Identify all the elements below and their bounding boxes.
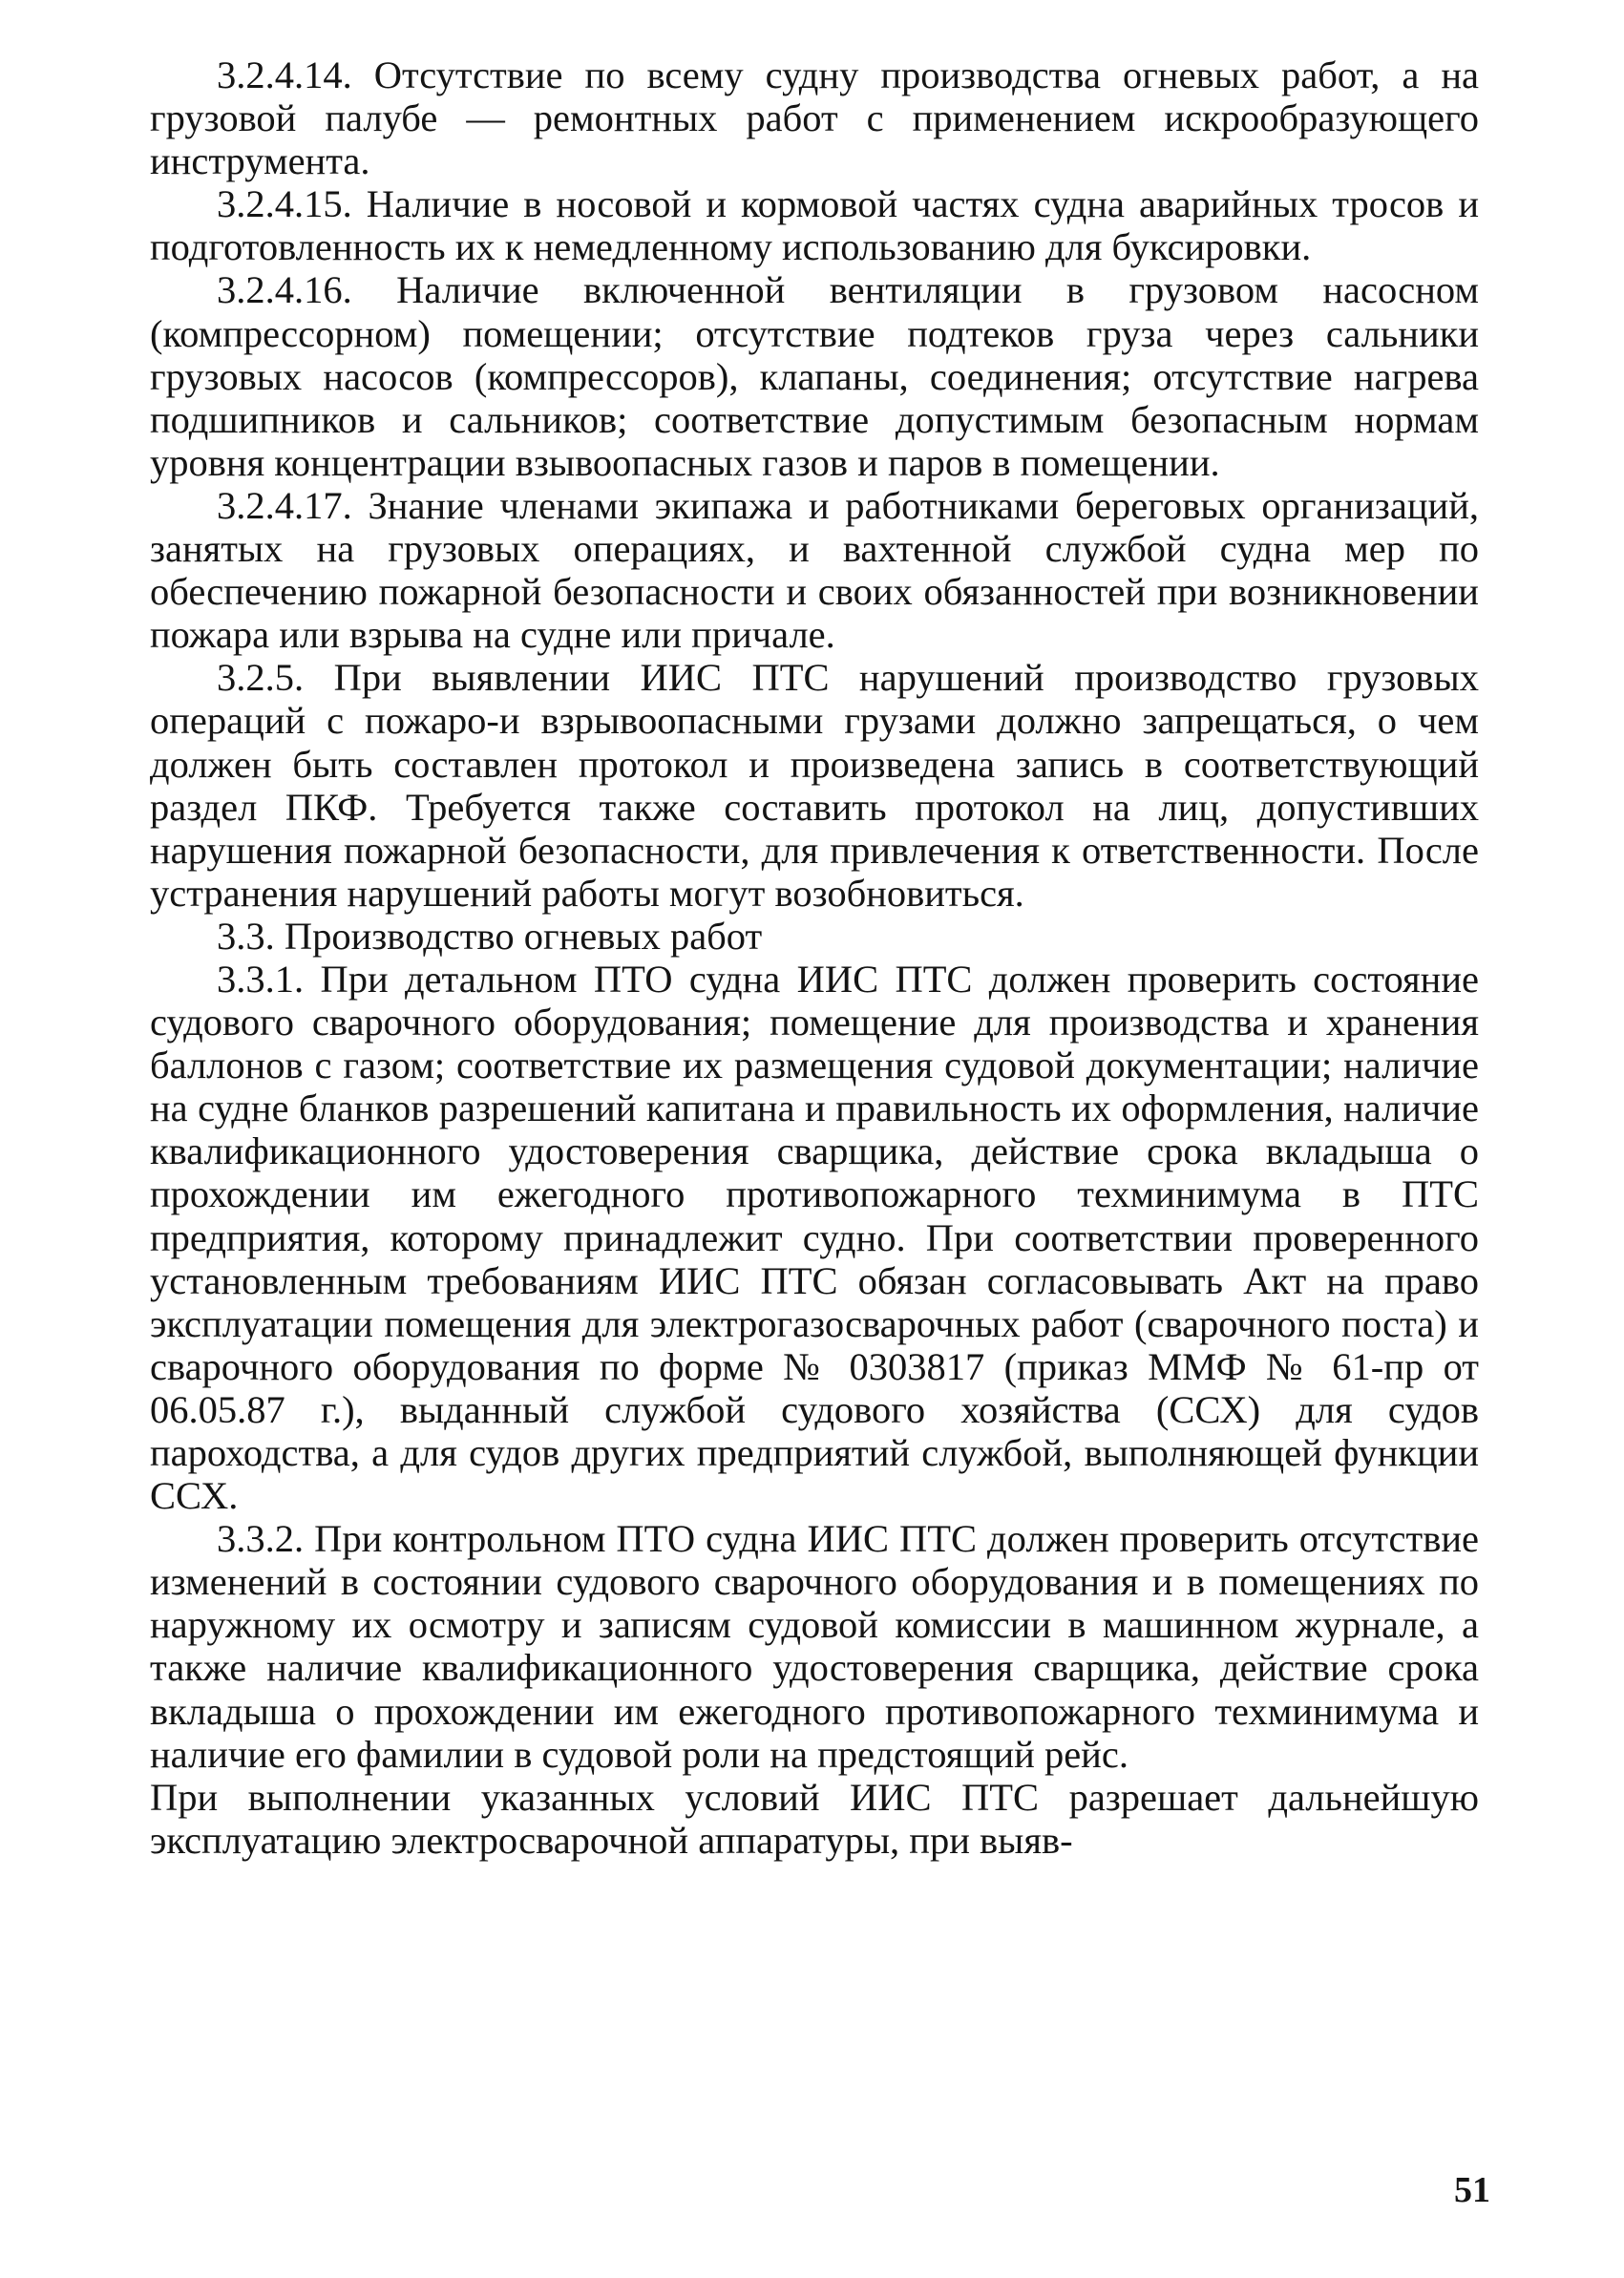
paragraph-3-3-1: 3.3.1. При детальном ПТО судна ИИС ПТС должен проверить состояние судового сварочного оборудования; помещение для производства и хранения баллонов с газом; соответствие их размещения судовой документации; наличие на судне бланков разрешений капитана и правильность их оформления, наличие квалификационного удостоверения сварщика, действие срока вкладыша о прохождении им ежегодного противопожарного техминимума в ПТС предприятия, которому принадлежит судно. При соответствии проверенного установленным требованиям ИИС ПТС обязан согласовывать Акт на право эксплуатации помещения для электрогазосварочных работ (сварочного поста) и сварочного оборудования по форме № 0303817 (приказ ММФ № 61-пр от 06.05.87 г.), выданный службой судового хозяйства (ССХ) для судов пароходства, а для судов других предприятий службой, выполняющей функции ССХ. (150, 957, 1479, 1518)
paragraph-3-2-4-14: 3.2.4.14. Отсутствие по всему судну производства огневых работ, а на грузовой палубе — ремонтных работ с применением искрообразующего инструмента. (150, 53, 1479, 183)
section-heading-3-3: 3.3. Производство огневых работ (217, 914, 763, 958)
paragraph-3-3-2: 3.3.2. При контрольном ПТО судна ИИС ПТС должен проверить отсутствие изменений в состоянии судового сварочного оборудования и в помещениях по наружному их осмотру и записям судовой комиссии в машинном журнале, а также наличие квалификационного удостоверения сварщика, действие срока вкладыша о прохождении им ежегодного противопожарного техминимума и наличие его фамилии в судовой роли на предстоящий рейс. (150, 1517, 1479, 1776)
paragraph-3-2-4-16: 3.2.4.16. Наличие включенной вентиляции в грузовом насосном (компрессорном) помещении; отсутствие подтеков груза через сальники грузовых насосов (компрессоров), клапаны, соединения; отсутствие нагрева подшипников и сальников; соответствие допустимым безопасным нормам уровня концентрации взывоопасных газов и паров в помещении. (150, 268, 1479, 484)
paragraph-continuation: При выполнении указанных условий ИИС ПТС разрешает дальнейшую эксплуатацию электросварочной аппаратуры, при выяв- (150, 1775, 1479, 1862)
body-text (150, 53, 1479, 1862)
paragraph-3-2-5: 3.2.5. При выявлении ИИС ПТС нарушений производство грузовых операций с пожаро-и взрывоопасными грузами должно запрещаться, о чем должен быть составлен протокол и произведена запись в соответствующий раздел ПКФ. Требуется также составить протокол на лиц, допустивших нарушения пожарной безопасности, для привлечения к ответственности. После устранения нарушений работы могут возобновиться. (150, 656, 1479, 915)
paragraph-3-2-4-15: 3.2.4.15. Наличие в носовой и кормовой частях судна аварийных тросов и подготовленность их к немедленному использованию для буксировки. (150, 182, 1479, 269)
paragraph-3-2-4-17: 3.2.4.17. Знание членами экипажа и работниками береговых организаций, занятых на грузовых операциях, и вахтенной службой судна мер по обеспечению пожарной безопасности и своих обязанностей при возникновении пожара или взрыва на судне или причале. (150, 483, 1479, 657)
page-number: 51 (1454, 2170, 1490, 2210)
